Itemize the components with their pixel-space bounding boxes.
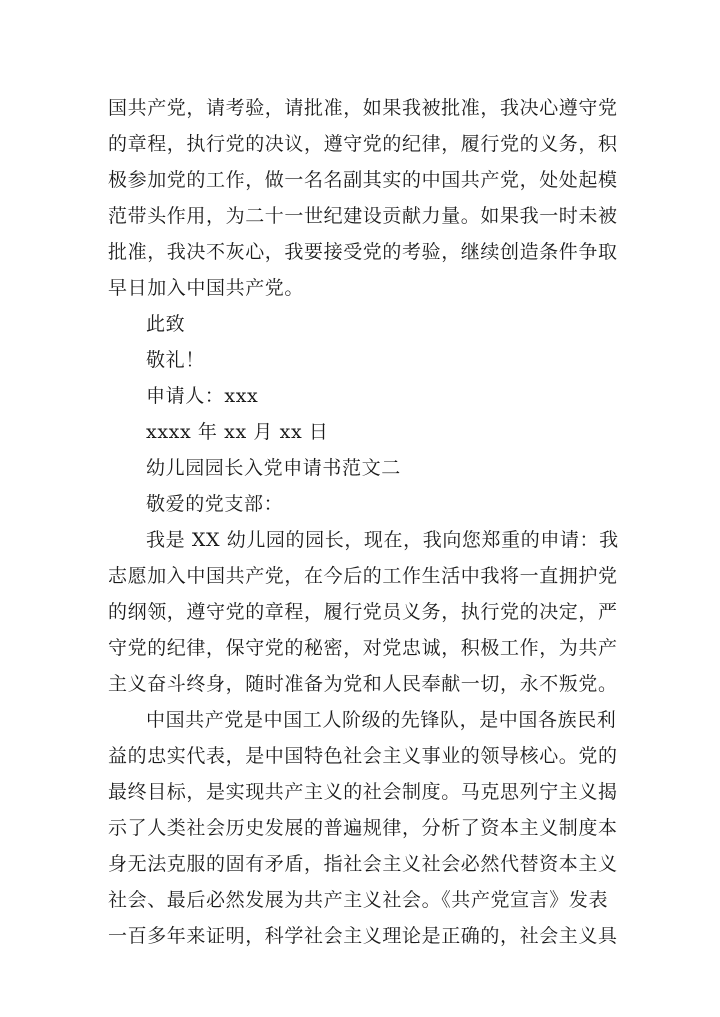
salutation: 敬爱的党支部：	[146, 493, 284, 515]
paragraph-3-line: 中国共产党是中国工人阶级的先锋队，是中国各族民利	[146, 709, 617, 731]
paragraph-2-line: 守党的纪律，保守党的秘密，对党忠诚，积极工作，为共产	[108, 637, 618, 659]
paragraph-2-line: 我是 XX 幼儿园的园长，现在，我向您郑重的申请：我	[146, 529, 619, 551]
paragraph-2-line: 主义奋斗终身，随时准备为党和人民奉献一切，永不叛党。	[108, 673, 618, 695]
paragraph-3-line: 身无法克服的固有矛盾，指社会主义社会必然代替资本主义	[108, 853, 618, 875]
paragraph-1-line: 早日加入中国共产党。	[108, 277, 305, 299]
section-heading: 幼儿园园长入党申请书范文二	[146, 457, 401, 479]
paragraph-3-line: 益的忠实代表，是中国特色社会主义事业的领导核心。党的	[108, 745, 618, 767]
paragraph-1-line: 的章程，执行党的决议，遵守党的纪律，履行党的义务，积	[108, 133, 618, 155]
applicant-signature: 申请人：xxx	[146, 385, 259, 407]
date-line: xxxx 年 xx 月 xx 日	[146, 421, 329, 443]
paragraph-1-line: 批准，我决不灰心，我要接受党的考验，继续创造条件争取	[108, 241, 618, 263]
paragraph-2-line: 的纲领，遵守党的章程，履行党员义务，执行党的决定，严	[108, 601, 618, 623]
paragraph-3-line: 一百多年来证明，科学社会主义理论是正确的，社会主义具	[108, 925, 618, 947]
paragraph-3-line: 社会、最后必然发展为共产主义社会。《共产党宣言》发表	[108, 889, 609, 911]
closing-salute: 敬礼！	[146, 349, 205, 371]
closing-greeting: 此致	[146, 313, 186, 335]
paragraph-3-line: 示了人类社会历史发展的普遍规律，分析了资本主义制度本	[108, 817, 618, 839]
paragraph-1-line: 极参加党的工作，做一名名副其实的中国共产党，处处起模	[108, 169, 618, 191]
paragraph-2-line: 志愿加入中国共产党，在今后的工作生活中我将一直拥护党	[108, 565, 618, 587]
paragraph-1-line: 国共产党，请考验，请批准，如果我被批准，我决心遵守党	[108, 97, 618, 119]
paragraph-3-line: 最终目标，是实现共产主义的社会制度。马克思列宁主义揭	[108, 781, 618, 803]
paragraph-1-line: 范带头作用，为二十一世纪建设贡献力量。如果我一时未被	[108, 205, 618, 227]
